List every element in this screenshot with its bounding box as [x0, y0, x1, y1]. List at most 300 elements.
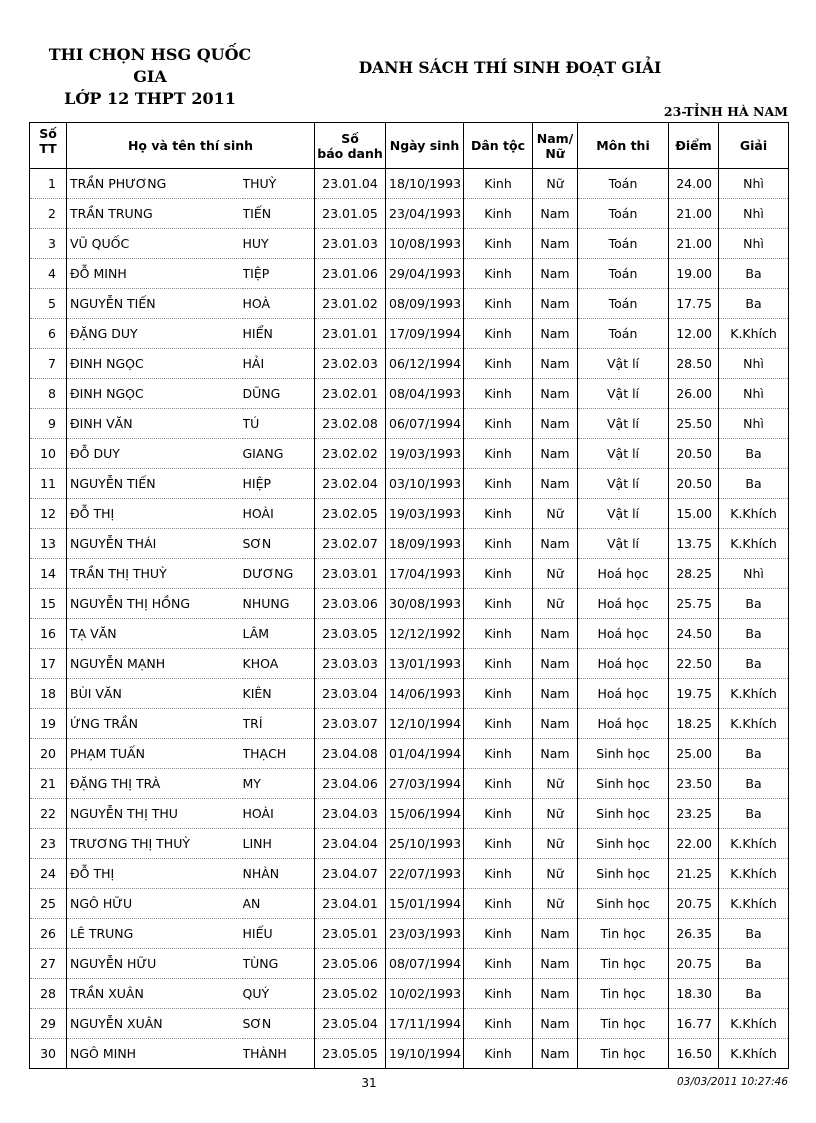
cell-score: 19.75 [669, 679, 719, 709]
cell-family-name: TRẦN TRUNG [67, 199, 243, 229]
cell-gender: Nữ [533, 889, 578, 919]
cell-given-name: THUỲ [243, 169, 315, 199]
table-row [30, 709, 789, 739]
cell-family-name: TRẦN XUÂN [67, 979, 243, 1009]
cell-stt: 3 [30, 229, 67, 259]
cell-prize: Ba [719, 649, 789, 679]
cell-score: 20.75 [669, 889, 719, 919]
cell-family-name: ĐỖ MINH [67, 259, 243, 289]
table-row [30, 1009, 789, 1039]
cell-candidate-number: 23.05.02 [315, 979, 386, 1009]
cell-given-name: HOÀI [243, 799, 315, 829]
table-row [30, 529, 789, 559]
cell-family-name: ĐỖ DUY [67, 439, 243, 469]
cell-given-name: TIẾN [243, 199, 315, 229]
cell-ethnicity: Kinh [464, 559, 533, 589]
table-row [30, 739, 789, 769]
cell-stt: 10 [30, 439, 67, 469]
cell-candidate-number: 23.04.06 [315, 769, 386, 799]
cell-date-of-birth: 18/10/1993 [386, 169, 464, 199]
cell-prize: Ba [719, 469, 789, 499]
cell-candidate-number: 23.02.02 [315, 439, 386, 469]
table-row [30, 859, 789, 889]
cell-ethnicity: Kinh [464, 829, 533, 859]
cell-given-name: SƠN [243, 529, 315, 559]
cell-score: 19.00 [669, 259, 719, 289]
cell-gender: Nữ [533, 589, 578, 619]
cell-given-name: HIỆP [243, 469, 315, 499]
cell-family-name: NGÔ MINH [67, 1039, 243, 1069]
cell-family-name: NGUYỄN THỊ THU [67, 799, 243, 829]
cell-score: 24.50 [669, 619, 719, 649]
cell-candidate-number: 23.01.06 [315, 259, 386, 289]
cell-ethnicity: Kinh [464, 349, 533, 379]
cell-gender: Nam [533, 289, 578, 319]
cell-score: 26.00 [669, 379, 719, 409]
table-header-row [30, 123, 789, 169]
cell-date-of-birth: 17/11/1994 [386, 1009, 464, 1039]
cell-gender: Nam [533, 349, 578, 379]
cell-date-of-birth: 10/02/1993 [386, 979, 464, 1009]
cell-score: 21.25 [669, 859, 719, 889]
cell-subject: Tin học [578, 1039, 669, 1069]
table-row [30, 589, 789, 619]
table-row [30, 889, 789, 919]
table-row [30, 439, 789, 469]
cell-stt: 4 [30, 259, 67, 289]
cell-given-name: MY [243, 769, 315, 799]
cell-prize: Ba [719, 289, 789, 319]
cell-stt: 11 [30, 469, 67, 499]
col-header-stt: Số TT [30, 123, 67, 169]
cell-date-of-birth: 06/12/1994 [386, 349, 464, 379]
cell-given-name: GIANG [243, 439, 315, 469]
cell-subject: Sinh học [578, 739, 669, 769]
cell-gender: Nữ [533, 769, 578, 799]
cell-subject: Hoá học [578, 559, 669, 589]
cell-stt: 30 [30, 1039, 67, 1069]
cell-score: 18.25 [669, 709, 719, 739]
table-row [30, 289, 789, 319]
cell-ethnicity: Kinh [464, 589, 533, 619]
table-row [30, 319, 789, 349]
cell-ethnicity: Kinh [464, 619, 533, 649]
cell-stt: 15 [30, 589, 67, 619]
cell-prize: Ba [719, 739, 789, 769]
cell-ethnicity: Kinh [464, 649, 533, 679]
print-timestamp: 03/03/2011 10:27:46 [676, 1076, 788, 1088]
cell-prize: Ba [719, 799, 789, 829]
cell-prize: Nhì [719, 169, 789, 199]
cell-ethnicity: Kinh [464, 259, 533, 289]
cell-gender: Nam [533, 949, 578, 979]
province-label: 23-TỈNH HÀ NAM [663, 104, 788, 119]
cell-ethnicity: Kinh [464, 229, 533, 259]
cell-gender: Nam [533, 319, 578, 349]
cell-family-name: ĐỖ THỊ [67, 499, 243, 529]
cell-stt: 20 [30, 739, 67, 769]
table-row [30, 229, 789, 259]
cell-score: 28.25 [669, 559, 719, 589]
cell-candidate-number: 23.01.01 [315, 319, 386, 349]
cell-prize: Ba [719, 979, 789, 1009]
cell-given-name: TRÍ [243, 709, 315, 739]
cell-ethnicity: Kinh [464, 739, 533, 769]
cell-score: 23.50 [669, 769, 719, 799]
cell-date-of-birth: 23/03/1993 [386, 919, 464, 949]
cell-family-name: ĐẶNG THỊ TRÀ [67, 769, 243, 799]
cell-score: 16.77 [669, 1009, 719, 1039]
cell-stt: 23 [30, 829, 67, 859]
table-row [30, 199, 789, 229]
table-row [30, 679, 789, 709]
cell-candidate-number: 23.02.03 [315, 349, 386, 379]
exam-title-line2: LỚP 12 THPT 2011 [64, 89, 236, 108]
cell-subject: Hoá học [578, 619, 669, 649]
cell-score: 16.50 [669, 1039, 719, 1069]
cell-date-of-birth: 27/03/1994 [386, 769, 464, 799]
cell-prize: K.Khích [719, 529, 789, 559]
cell-score: 25.75 [669, 589, 719, 619]
cell-stt: 1 [30, 169, 67, 199]
cell-given-name: HIỂN [243, 319, 315, 349]
cell-candidate-number: 23.03.04 [315, 679, 386, 709]
cell-family-name: NGUYỄN THÁI [67, 529, 243, 559]
cell-ethnicity: Kinh [464, 859, 533, 889]
cell-candidate-number: 23.04.08 [315, 739, 386, 769]
cell-subject: Sinh học [578, 859, 669, 889]
cell-stt: 28 [30, 979, 67, 1009]
col-header-sbd [315, 123, 386, 169]
winners-table [29, 122, 789, 1069]
col-header-ethnic: Dân tộc [464, 123, 533, 169]
cell-subject: Vật lí [578, 469, 669, 499]
cell-ethnicity: Kinh [464, 799, 533, 829]
cell-prize: Nhì [719, 229, 789, 259]
cell-date-of-birth: 12/10/1994 [386, 709, 464, 739]
cell-stt: 9 [30, 409, 67, 439]
cell-family-name: PHẠM TUẤN [67, 739, 243, 769]
cell-family-name: TRẦN THỊ THUỲ [67, 559, 243, 589]
cell-score: 20.50 [669, 439, 719, 469]
cell-stt: 19 [30, 709, 67, 739]
cell-stt: 8 [30, 379, 67, 409]
cell-score: 17.75 [669, 289, 719, 319]
cell-prize: Nhì [719, 379, 789, 409]
cell-ethnicity: Kinh [464, 379, 533, 409]
cell-date-of-birth: 22/07/1993 [386, 859, 464, 889]
cell-family-name: ĐINH NGỌC [67, 349, 243, 379]
cell-ethnicity: Kinh [464, 469, 533, 499]
cell-date-of-birth: 03/10/1993 [386, 469, 464, 499]
cell-given-name: LÂM [243, 619, 315, 649]
cell-prize: K.Khích [719, 709, 789, 739]
cell-ethnicity: Kinh [464, 199, 533, 229]
cell-date-of-birth: 18/09/1993 [386, 529, 464, 559]
cell-prize: Ba [719, 439, 789, 469]
cell-family-name: NGUYỄN MẠNH [67, 649, 243, 679]
cell-subject: Tin học [578, 949, 669, 979]
cell-score: 20.75 [669, 949, 719, 979]
page-number: 31 [361, 1076, 377, 1090]
cell-candidate-number: 23.04.01 [315, 889, 386, 919]
cell-candidate-number: 23.05.01 [315, 919, 386, 949]
cell-score: 20.50 [669, 469, 719, 499]
cell-score: 21.00 [669, 199, 719, 229]
cell-date-of-birth: 19/03/1993 [386, 499, 464, 529]
cell-ethnicity: Kinh [464, 169, 533, 199]
table-row [30, 829, 789, 859]
cell-subject: Sinh học [578, 799, 669, 829]
cell-subject: Tin học [578, 919, 669, 949]
table-row [30, 919, 789, 949]
cell-date-of-birth: 08/07/1994 [386, 949, 464, 979]
col-header-gender [533, 123, 578, 169]
cell-subject: Hoá học [578, 649, 669, 679]
cell-date-of-birth: 23/04/1993 [386, 199, 464, 229]
col-header-gender-line2: Nữ [545, 145, 565, 161]
cell-score: 22.00 [669, 829, 719, 859]
cell-date-of-birth: 17/09/1994 [386, 319, 464, 349]
col-header-gender-line1: Nam/ [536, 130, 574, 146]
cell-family-name: NGUYỄN TIẾN [67, 289, 243, 319]
cell-date-of-birth: 08/09/1993 [386, 289, 464, 319]
cell-subject: Sinh học [578, 769, 669, 799]
cell-prize: Ba [719, 949, 789, 979]
cell-family-name: ĐẶNG DUY [67, 319, 243, 349]
cell-given-name: TIỆP [243, 259, 315, 289]
cell-prize: K.Khích [719, 1009, 789, 1039]
cell-family-name: NGUYỄN XUÂN [67, 1009, 243, 1039]
cell-given-name: HUY [243, 229, 315, 259]
cell-subject: Hoá học [578, 709, 669, 739]
cell-prize: K.Khích [719, 499, 789, 529]
cell-subject: Toán [578, 199, 669, 229]
cell-date-of-birth: 29/04/1993 [386, 259, 464, 289]
cell-gender: Nam [533, 199, 578, 229]
cell-gender: Nữ [533, 559, 578, 589]
cell-prize: K.Khích [719, 859, 789, 889]
cell-gender: Nam [533, 259, 578, 289]
cell-score: 26.35 [669, 919, 719, 949]
cell-candidate-number: 23.03.03 [315, 649, 386, 679]
cell-family-name: TRƯƠNG THỊ THUỲ [67, 829, 243, 859]
cell-candidate-number: 23.02.08 [315, 409, 386, 439]
cell-stt: 7 [30, 349, 67, 379]
cell-score: 13.75 [669, 529, 719, 559]
cell-stt: 13 [30, 529, 67, 559]
cell-date-of-birth: 30/08/1993 [386, 589, 464, 619]
cell-date-of-birth: 08/04/1993 [386, 379, 464, 409]
cell-prize: K.Khích [719, 319, 789, 349]
cell-given-name: QUÝ [243, 979, 315, 1009]
cell-stt: 25 [30, 889, 67, 919]
table-row [30, 979, 789, 1009]
cell-subject: Hoá học [578, 589, 669, 619]
cell-gender: Nam [533, 679, 578, 709]
cell-candidate-number: 23.03.06 [315, 589, 386, 619]
cell-given-name: DƯƠNG [243, 559, 315, 589]
cell-given-name: HOÀI [243, 499, 315, 529]
cell-family-name: ỨNG TRẦN [67, 709, 243, 739]
cell-prize: K.Khích [719, 1039, 789, 1069]
cell-stt: 24 [30, 859, 67, 889]
cell-family-name: NGÔ HỮU [67, 889, 243, 919]
cell-family-name: ĐINH VĂN [67, 409, 243, 439]
cell-prize: Nhì [719, 409, 789, 439]
cell-ethnicity: Kinh [464, 679, 533, 709]
table-row [30, 769, 789, 799]
cell-stt: 14 [30, 559, 67, 589]
cell-prize: Ba [719, 589, 789, 619]
cell-prize: K.Khích [719, 829, 789, 859]
cell-gender: Nữ [533, 859, 578, 889]
cell-family-name: VŨ QUỐC [67, 229, 243, 259]
cell-given-name: TÚ [243, 409, 315, 439]
table-row [30, 619, 789, 649]
cell-stt: 12 [30, 499, 67, 529]
cell-gender: Nam [533, 469, 578, 499]
cell-ethnicity: Kinh [464, 289, 533, 319]
cell-subject: Toán [578, 289, 669, 319]
cell-candidate-number: 23.01.04 [315, 169, 386, 199]
cell-given-name: HẢI [243, 349, 315, 379]
table-row [30, 799, 789, 829]
cell-given-name: SƠN [243, 1009, 315, 1039]
cell-candidate-number: 23.04.03 [315, 799, 386, 829]
cell-ethnicity: Kinh [464, 499, 533, 529]
cell-candidate-number: 23.01.03 [315, 229, 386, 259]
cell-date-of-birth: 15/01/1994 [386, 889, 464, 919]
table-row [30, 949, 789, 979]
cell-date-of-birth: 06/07/1994 [386, 409, 464, 439]
cell-subject: Vật lí [578, 379, 669, 409]
cell-subject: Toán [578, 259, 669, 289]
cell-date-of-birth: 15/06/1994 [386, 799, 464, 829]
cell-stt: 21 [30, 769, 67, 799]
cell-given-name: NHUNG [243, 589, 315, 619]
cell-score: 21.00 [669, 229, 719, 259]
cell-gender: Nam [533, 229, 578, 259]
cell-family-name: LÊ TRUNG [67, 919, 243, 949]
cell-given-name: NHÀN [243, 859, 315, 889]
cell-gender: Nữ [533, 499, 578, 529]
cell-gender: Nữ [533, 799, 578, 829]
cell-date-of-birth: 01/04/1994 [386, 739, 464, 769]
cell-candidate-number: 23.05.06 [315, 949, 386, 979]
cell-score: 28.50 [669, 349, 719, 379]
cell-date-of-birth: 25/10/1993 [386, 829, 464, 859]
col-header-name: Họ và tên thí sinh [67, 123, 315, 169]
cell-ethnicity: Kinh [464, 1039, 533, 1069]
cell-subject: Hoá học [578, 679, 669, 709]
cell-subject: Toán [578, 169, 669, 199]
cell-candidate-number: 23.03.01 [315, 559, 386, 589]
cell-subject: Toán [578, 319, 669, 349]
cell-given-name: KHOA [243, 649, 315, 679]
cell-score: 23.25 [669, 799, 719, 829]
cell-candidate-number: 23.01.05 [315, 199, 386, 229]
cell-gender: Nam [533, 979, 578, 1009]
cell-prize: Nhì [719, 349, 789, 379]
cell-subject: Toán [578, 229, 669, 259]
cell-prize: K.Khích [719, 889, 789, 919]
cell-family-name: NGUYỄN HỮU [67, 949, 243, 979]
cell-date-of-birth: 19/03/1993 [386, 439, 464, 469]
table-row [30, 259, 789, 289]
cell-given-name: AN [243, 889, 315, 919]
cell-ethnicity: Kinh [464, 409, 533, 439]
cell-candidate-number: 23.02.01 [315, 379, 386, 409]
cell-candidate-number: 23.05.05 [315, 1039, 386, 1069]
col-header-dob: Ngày sinh [386, 123, 464, 169]
cell-subject: Sinh học [578, 889, 669, 919]
cell-stt: 22 [30, 799, 67, 829]
cell-candidate-number: 23.02.04 [315, 469, 386, 499]
cell-gender: Nam [533, 709, 578, 739]
cell-subject: Vật lí [578, 499, 669, 529]
cell-gender: Nam [533, 439, 578, 469]
col-header-prize: Giải [719, 123, 789, 169]
cell-prize: Nhì [719, 559, 789, 589]
cell-candidate-number: 23.04.04 [315, 829, 386, 859]
cell-stt: 17 [30, 649, 67, 679]
table-row [30, 469, 789, 499]
cell-family-name: NGUYỄN THỊ HỒNG [67, 589, 243, 619]
table-row [30, 1039, 789, 1069]
col-header-subject: Môn thi [578, 123, 669, 169]
col-header-sbd-line2: báo danh [317, 145, 383, 161]
cell-date-of-birth: 14/06/1993 [386, 679, 464, 709]
table-row [30, 169, 789, 199]
table-row [30, 499, 789, 529]
cell-ethnicity: Kinh [464, 949, 533, 979]
cell-date-of-birth: 10/08/1993 [386, 229, 464, 259]
cell-given-name: TÙNG [243, 949, 315, 979]
cell-prize: Ba [719, 919, 789, 949]
cell-ethnicity: Kinh [464, 439, 533, 469]
cell-subject: Tin học [578, 979, 669, 1009]
cell-prize: Ba [719, 259, 789, 289]
cell-subject: Vật lí [578, 349, 669, 379]
cell-subject: Vật lí [578, 409, 669, 439]
cell-candidate-number: 23.05.04 [315, 1009, 386, 1039]
cell-date-of-birth: 19/10/1994 [386, 1039, 464, 1069]
cell-score: 24.00 [669, 169, 719, 199]
cell-prize: Ba [719, 769, 789, 799]
cell-gender: Nam [533, 1009, 578, 1039]
cell-gender: Nữ [533, 169, 578, 199]
cell-given-name: KIÊN [243, 679, 315, 709]
cell-given-name: THẠCH [243, 739, 315, 769]
cell-given-name: THÀNH [243, 1039, 315, 1069]
table-row [30, 649, 789, 679]
cell-stt: 26 [30, 919, 67, 949]
cell-family-name: BÙI VĂN [67, 679, 243, 709]
cell-candidate-number: 23.01.02 [315, 289, 386, 319]
cell-score: 22.50 [669, 649, 719, 679]
table-row [30, 349, 789, 379]
cell-gender: Nam [533, 409, 578, 439]
cell-score: 12.00 [669, 319, 719, 349]
cell-prize: Nhì [719, 199, 789, 229]
cell-stt: 29 [30, 1009, 67, 1039]
cell-given-name: LINH [243, 829, 315, 859]
cell-gender: Nam [533, 649, 578, 679]
cell-gender: Nữ [533, 829, 578, 859]
cell-candidate-number: 23.02.05 [315, 499, 386, 529]
cell-gender: Nam [533, 919, 578, 949]
